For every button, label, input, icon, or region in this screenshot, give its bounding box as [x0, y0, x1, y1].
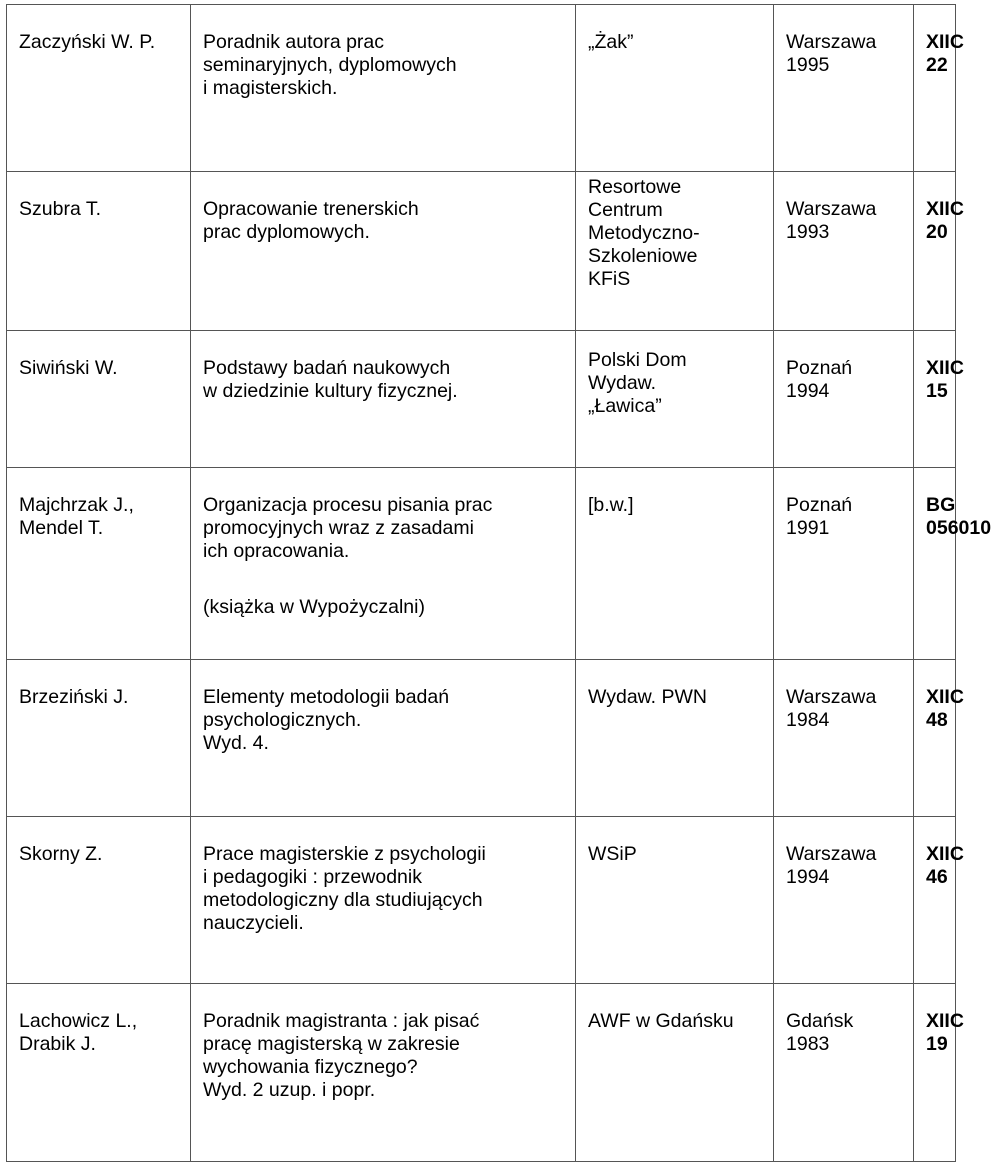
title-cell	[191, 468, 576, 660]
publisher-cell: [b.w.]	[576, 468, 774, 660]
signature-cell: XIIC 48	[914, 660, 956, 817]
author-cell: Szubra T.	[7, 172, 191, 331]
author-cell: Zaczyński W. P.	[7, 5, 191, 172]
place-year-cell: Warszawa 1984	[774, 660, 914, 817]
publisher-cell: Wydaw. PWN	[576, 660, 774, 817]
title-cell: Podstawy badań naukowych w dziedzinie kultury fizycznej.	[191, 331, 576, 468]
author-cell: Majchrzak J., Mendel T.	[7, 468, 191, 660]
place-year-cell: Warszawa 1994	[774, 817, 914, 984]
place-year-cell: Poznań 1994	[774, 331, 914, 468]
title-cell: Prace magisterskie z psychologii i pedagogiki : przewodnik metodologiczny dla studiujących nauczycieli.	[191, 817, 576, 984]
place-year-cell: Poznań 1991	[774, 468, 914, 660]
title-cell: Poradnik magistranta : jak pisać pracę magisterską w zakresie wychowania fizycznego? Wyd. 2 uzup. i popr.	[191, 984, 576, 1162]
signature-cell: BG 056010	[914, 468, 956, 660]
signature-cell: XIIC 20	[914, 172, 956, 331]
table-row	[7, 331, 956, 468]
signature-cell: XIIC 15	[914, 331, 956, 468]
author-cell: Skorny Z.	[7, 817, 191, 984]
table-row	[7, 468, 956, 660]
author-cell: Brzeziński J.	[7, 660, 191, 817]
table-row	[7, 5, 956, 172]
signature-cell: XIIC 22	[914, 5, 956, 172]
table-row	[7, 172, 956, 331]
title-text: Organizacja procesu pisania prac promocyjnych wraz z zasadami ich opracowania.	[203, 494, 493, 562]
place-year-cell: Warszawa 1993	[774, 172, 914, 331]
title-cell: Elementy metodologii badań psychologicznych. Wyd. 4.	[191, 660, 576, 817]
signature-cell: XIIC 46	[914, 817, 956, 984]
title-cell: Opracowanie trenerskich prac dyplomowych.	[191, 172, 576, 331]
place-year-cell: Warszawa 1995	[774, 5, 914, 172]
author-cell: Siwiński W.	[7, 331, 191, 468]
publisher-cell: WSiP	[576, 817, 774, 984]
publisher-cell: „Żak”	[576, 5, 774, 172]
title-cell: Poradnik autora prac seminaryjnych, dyplomowych i magisterskich.	[191, 5, 576, 172]
availability-note: (książka w Wypożyczalni)	[203, 596, 425, 618]
publisher-cell: Polski Dom Wydaw. „Ławica”	[576, 331, 774, 468]
publisher-cell: AWF w Gdańsku	[576, 984, 774, 1162]
author-cell: Lachowicz L., Drabik J.	[7, 984, 191, 1162]
table-row	[7, 817, 956, 984]
bibliography-table	[6, 4, 991, 1162]
table-row	[7, 660, 956, 817]
table-row	[7, 984, 956, 1162]
publisher-cell: Resortowe Centrum Metodyczno- Szkoleniowe KFiS	[576, 172, 774, 331]
place-year-cell: Gdańsk 1983	[774, 984, 914, 1162]
signature-cell: XIIC 19	[914, 984, 956, 1162]
